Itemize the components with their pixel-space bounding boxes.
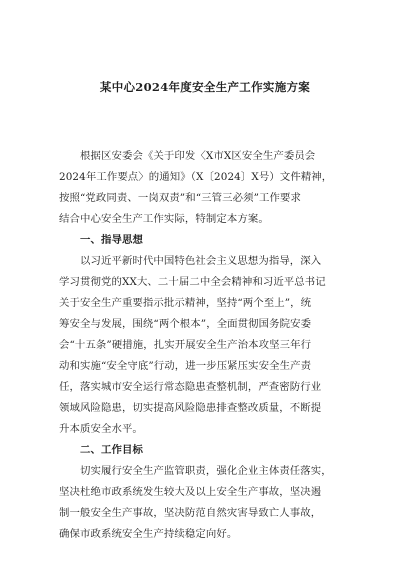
paragraph-line: 以习近平新时代中国特色社会主义思想为指导，深入 [80,255,322,267]
paragraph-line: 领域风险隐患，切实提高风险隐患排查整改质量，不断提 [59,402,322,414]
paragraph-line: 任，落实城市安全运行常态隐患查整机制，严查密防行业 [59,381,322,393]
intro-line: 根据区安委会《关于印发〈X市X区安全生产委员会 [80,150,316,162]
paragraph-line: 关于安全生产重要指示批示精神，坚持“两个至上”，统 [59,297,312,309]
intro-line: 结合中心安全生产工作实际，特制定本方案。 [59,213,269,225]
intro-line: 按照“党政同责、一岗双责”和“三管三必须”工作要求 [59,192,301,204]
section-heading: 一、指导思想 [80,234,143,246]
paragraph-line: 动和实施“安全守底”行动，进一步压紧压实安全生产责 [59,360,312,372]
paragraph-line: 制一般安全生产事故，坚决防范自然灾害导致亡人事故， [59,507,322,519]
document-body [59,146,359,545]
paragraph-line: 切实履行安全生产监管职责，强化企业主体责任落实， [80,465,332,477]
section-heading: 二、工作目标 [80,444,143,456]
intro-line: 2024年工作要点〉的通知》（X〔2024〕X号）文件精神， [59,171,333,183]
paragraph-line: 学习贯彻党的XX大、二十届二中全会精神和习近平总书记 [59,276,326,288]
paragraph-line: 升本质安全水平。 [59,423,143,435]
paragraph-line: 确保市政系统安全生产持续稳定向好。 [59,528,238,540]
paragraph-line: 筹安全与发展，围绕“两个根本”，全面贯彻国务院安委 [59,318,312,330]
document-title: 某中心2024年度安全生产工作实施方案 [99,80,311,94]
paragraph-line: 会“十五条”硬措施，扎实开展安全生产治本攻坚三年行 [59,339,312,351]
paragraph-line: 坚决杜绝市政系统发生较大及以上安全生产事故，坚决遏 [59,486,322,498]
